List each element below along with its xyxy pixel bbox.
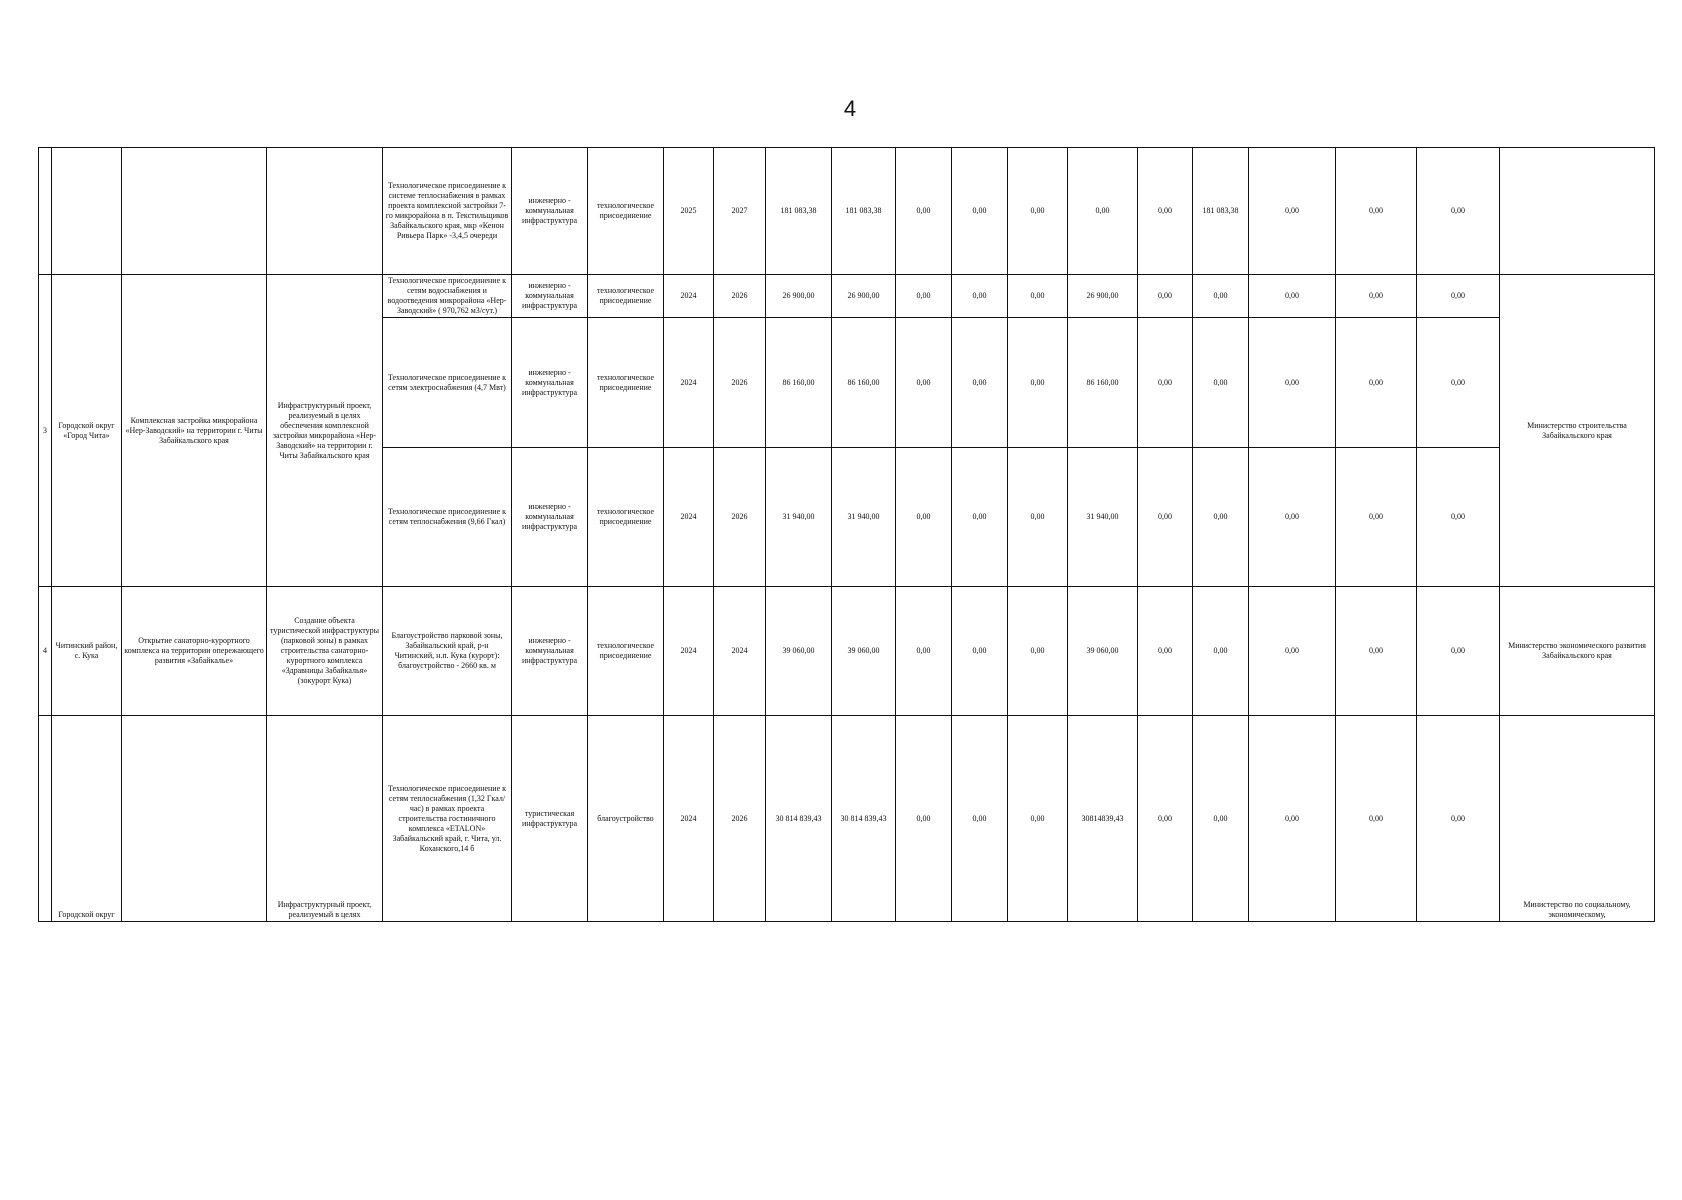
value-cell: 0,00 <box>1138 148 1193 275</box>
project-cell <box>122 716 267 922</box>
value-cell: 0,00 <box>1336 275 1417 318</box>
start-year-cell: 2024 <box>664 275 714 318</box>
value-cell: 86 160,00 <box>1068 318 1138 448</box>
work-type-cell: технологическое присоединение <box>588 148 664 275</box>
ministry-cell <box>1500 148 1655 275</box>
value-cell: 0,00 <box>1417 448 1500 587</box>
value-cell: 0,00 <box>1068 148 1138 275</box>
infra-type-cell: инженерно - коммунальная инфраструктура <box>512 448 588 587</box>
page-number: 4 <box>843 96 857 121</box>
value-cell: 0,00 <box>1193 318 1249 448</box>
value-cell: 0,00 <box>1008 448 1068 587</box>
value-cell: 31 940,00 <box>832 448 896 587</box>
value-cell: 39 060,00 <box>766 587 832 716</box>
ministry-cell: Министерство экономического развития Забайкальского края <box>1500 587 1655 716</box>
value-cell: 0,00 <box>1417 148 1500 275</box>
purpose-cell: Инфраструктурный проект, реализуемый в целях <box>267 716 383 922</box>
value-cell: 181 083,38 <box>1193 148 1249 275</box>
object-cell: Технологическое присоединение к сетям теплоснабжения (9,66 Гкал) <box>383 448 512 587</box>
row-number-cell <box>39 716 52 922</box>
value-cell: 0,00 <box>1249 448 1336 587</box>
value-cell: 26 900,00 <box>1068 275 1138 318</box>
value-cell: 0,00 <box>1138 318 1193 448</box>
value-cell: 0,00 <box>1336 448 1417 587</box>
value-cell: 0,00 <box>896 275 952 318</box>
project-cell <box>122 148 267 275</box>
row-number-cell <box>39 148 52 275</box>
table-row <box>39 148 1655 275</box>
object-cell: Технологическое присоединение к системе теплоснабжения в рамках проекта комплексной застройки 7-го микрорайона в п. Текстильщиков Забайкальского края, мкр «Кенон Ривьера Парк» -3,4,5 очереди <box>383 148 512 275</box>
value-cell: 0,00 <box>1008 275 1068 318</box>
value-cell: 30 814 839,43 <box>766 716 832 922</box>
value-cell: 0,00 <box>952 448 1008 587</box>
table-row <box>39 587 1655 716</box>
end-year-cell: 2026 <box>714 275 766 318</box>
value-cell: 0,00 <box>1193 448 1249 587</box>
municipality-cell <box>52 148 122 275</box>
value-cell: 0,00 <box>1138 587 1193 716</box>
project-cell: Комплексная застройка микрорайона «Нер-Заводский» на территории г. Читы Забайкальского края <box>122 275 267 587</box>
purpose-cell: Создание объекта туристической инфраструктуры (парковой зоны) в рамках строительства санаторно-курортного комплекса «Здравницы Забайкалья» (зокурорт Кука) <box>267 587 383 716</box>
value-cell: 0,00 <box>896 716 952 922</box>
value-cell: 0,00 <box>952 716 1008 922</box>
value-cell: 86 160,00 <box>766 318 832 448</box>
work-type-cell: технологическое присоединение <box>588 587 664 716</box>
start-year-cell: 2024 <box>664 318 714 448</box>
value-cell: 26 900,00 <box>766 275 832 318</box>
object-cell: Благоустройство парковой зоны, Забайкальский край, р-н Читинский, н.п. Кука (курорт): благоустройство - 2660 кв. м <box>383 587 512 716</box>
value-cell: 0,00 <box>896 318 952 448</box>
value-cell: 0,00 <box>1336 148 1417 275</box>
value-cell: 0,00 <box>952 275 1008 318</box>
value-cell: 0,00 <box>1193 716 1249 922</box>
value-cell: 0,00 <box>952 148 1008 275</box>
value-cell: 39 060,00 <box>1068 587 1138 716</box>
infra-type-cell: инженерно - коммунальная инфраструктура <box>512 318 588 448</box>
value-cell: 0,00 <box>1138 275 1193 318</box>
value-cell: 0,00 <box>1417 587 1500 716</box>
value-cell: 0,00 <box>1249 587 1336 716</box>
work-type-cell: технологическое присоединение <box>588 275 664 318</box>
value-cell: 0,00 <box>1249 275 1336 318</box>
value-cell: 86 160,00 <box>832 318 896 448</box>
start-year-cell: 2024 <box>664 587 714 716</box>
end-year-cell: 2026 <box>714 716 766 922</box>
ministry-cell: Министерство строительства Забайкальского края <box>1500 275 1655 587</box>
municipality-cell: Читинский район, с. Кука <box>52 587 122 716</box>
value-cell: 0,00 <box>1008 716 1068 922</box>
value-cell: 0,00 <box>1008 148 1068 275</box>
value-cell: 0,00 <box>1336 587 1417 716</box>
infrastructure-projects-table <box>38 147 1655 922</box>
infra-type-cell: инженерно - коммунальная инфраструктура <box>512 275 588 318</box>
value-cell: 0,00 <box>1249 318 1336 448</box>
project-cell: Открытие санаторно-курортного комплекса на территории опережающего развития «Забайкалье» <box>122 587 267 716</box>
value-cell: 0,00 <box>1249 148 1336 275</box>
work-type-cell: технологическое присоединение <box>588 448 664 587</box>
value-cell: 0,00 <box>896 587 952 716</box>
municipality-cell: Городской округ <box>52 716 122 922</box>
value-cell: 0,00 <box>952 587 1008 716</box>
value-cell: 0,00 <box>1417 318 1500 448</box>
municipality-cell: Городской округ «Город Чита» <box>52 275 122 587</box>
value-cell: 0,00 <box>1138 448 1193 587</box>
value-cell: 0,00 <box>1138 716 1193 922</box>
start-year-cell: 2025 <box>664 148 714 275</box>
object-cell: Технологическое присоединение к сетям электроснабжения (4,7 Мвт) <box>383 318 512 448</box>
value-cell: 0,00 <box>1193 587 1249 716</box>
row-number-cell: 4 <box>39 587 52 716</box>
value-cell: 31 940,00 <box>1068 448 1138 587</box>
value-cell: 30 814 839,43 <box>832 716 896 922</box>
object-cell: Технологическое присоединение к сетям теплоснабжения (1,32 Гкал/час) в рамках проекта строительства гостиничного комплекса «ETALON» Забайкальский край, г. Чита, ул. Коханского,14 б <box>383 716 512 922</box>
value-cell: 0,00 <box>1008 587 1068 716</box>
value-cell: 0,00 <box>1193 275 1249 318</box>
row-number-cell: 3 <box>39 275 52 587</box>
end-year-cell: 2026 <box>714 318 766 448</box>
work-type-cell: благоустройство <box>588 716 664 922</box>
end-year-cell: 2027 <box>714 148 766 275</box>
infra-type-cell: инженерно - коммунальная инфраструктура <box>512 587 588 716</box>
start-year-cell: 2024 <box>664 448 714 587</box>
value-cell: 0,00 <box>896 448 952 587</box>
start-year-cell: 2024 <box>664 716 714 922</box>
value-cell: 0,00 <box>1249 716 1336 922</box>
value-cell: 0,00 <box>952 318 1008 448</box>
purpose-cell: Инфраструктурный проект, реализуемый в целях обеспечения комплексной застройки микрорайона «Нер-Заводский» на территории г. Читы Забайкальского края <box>267 275 383 587</box>
value-cell: 39 060,00 <box>832 587 896 716</box>
object-cell: Технологическое присоединение к сетям водоснабжения и водоотведения микрорайона «Нер-Заводский» ( 970,762 м3/сут.) <box>383 275 512 318</box>
end-year-cell: 2026 <box>714 448 766 587</box>
purpose-cell <box>267 148 383 275</box>
value-cell: 0,00 <box>1336 318 1417 448</box>
value-cell: 0,00 <box>1336 716 1417 922</box>
value-cell: 0,00 <box>1008 318 1068 448</box>
value-cell: 26 900,00 <box>832 275 896 318</box>
table-row <box>39 716 1655 922</box>
value-cell: 31 940,00 <box>766 448 832 587</box>
value-cell: 0,00 <box>1417 716 1500 922</box>
work-type-cell: технологическое присоединение <box>588 318 664 448</box>
end-year-cell: 2024 <box>714 587 766 716</box>
infra-type-cell: инженерно - коммунальная инфраструктура <box>512 148 588 275</box>
value-cell: 30814839,43 <box>1068 716 1138 922</box>
value-cell: 0,00 <box>896 148 952 275</box>
infra-type-cell: туристическая инфраструктура <box>512 716 588 922</box>
value-cell: 181 083,38 <box>832 148 896 275</box>
ministry-cell: Министерство по социальному, экономическому, <box>1500 716 1655 922</box>
value-cell: 181 083,38 <box>766 148 832 275</box>
table-row <box>39 275 1655 318</box>
value-cell: 0,00 <box>1417 275 1500 318</box>
